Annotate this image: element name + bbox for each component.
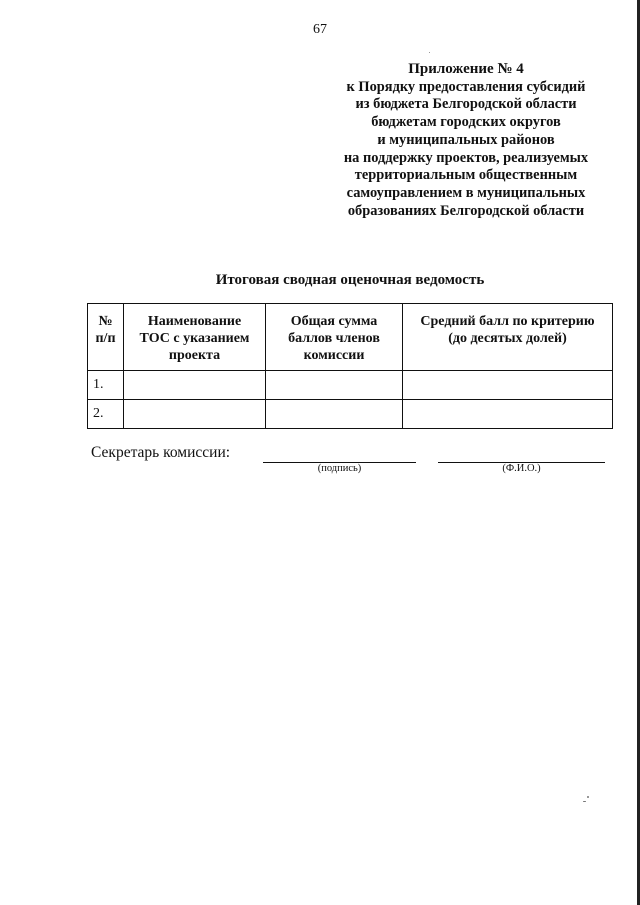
annex-header xyxy=(330,61,602,220)
table-cell xyxy=(124,371,266,400)
page-number: 67 xyxy=(313,22,327,37)
table-row xyxy=(88,371,613,400)
annex-line: из бюджета Белгородской области xyxy=(355,96,577,113)
annex-line: бюджетам городских округов xyxy=(371,114,561,131)
header-line: Средний балл по критерию xyxy=(420,314,595,329)
header-total-score xyxy=(266,304,403,371)
header-line: баллов членов xyxy=(288,331,380,346)
signature-caption: (подпись) xyxy=(317,463,362,474)
secretary-label: Секретарь комиссии: xyxy=(91,444,231,461)
scan-speck xyxy=(587,796,589,798)
annex-line: и муниципальных районов xyxy=(377,131,555,148)
table-header-row xyxy=(88,304,613,371)
annex-line: к Порядку предоставления субсидий xyxy=(346,78,586,95)
header-line: комиссии xyxy=(303,348,365,363)
document-title: Итоговая сводная оценочная ведомость xyxy=(215,272,485,288)
header-line: № xyxy=(98,314,113,329)
header-line: (до десятых долей) xyxy=(448,331,567,346)
table-cell xyxy=(403,371,613,400)
header-line: проекта xyxy=(168,348,221,363)
table-cell xyxy=(124,400,266,429)
table-cell xyxy=(266,371,403,400)
scan-speck xyxy=(429,52,430,53)
scan-speck xyxy=(583,801,586,802)
annex-line: территориальным общественным xyxy=(354,167,578,184)
annex-line: Приложение № 4 xyxy=(408,61,524,77)
name-caption: (Ф.И.О.) xyxy=(502,463,541,474)
table-cell: 2. xyxy=(88,400,124,429)
header-tos-name xyxy=(124,304,266,371)
table-cell: 1. xyxy=(88,371,124,400)
header-line: ТОС с указанием xyxy=(139,331,250,346)
header-average-score xyxy=(403,304,613,371)
table-cell xyxy=(266,400,403,429)
annex-line: самоуправлением в муниципальных xyxy=(346,184,586,201)
table-cell xyxy=(403,400,613,429)
header-line: Наименование xyxy=(147,314,242,329)
header-line: п/п xyxy=(95,331,116,346)
table-row xyxy=(88,400,613,429)
header-number xyxy=(88,304,124,371)
evaluation-table xyxy=(87,303,613,429)
annex-line: образованиях Белгородской области xyxy=(347,202,585,219)
header-line: Общая сумма xyxy=(290,314,378,329)
annex-line: на поддержку проектов, реализуемых xyxy=(343,149,589,166)
